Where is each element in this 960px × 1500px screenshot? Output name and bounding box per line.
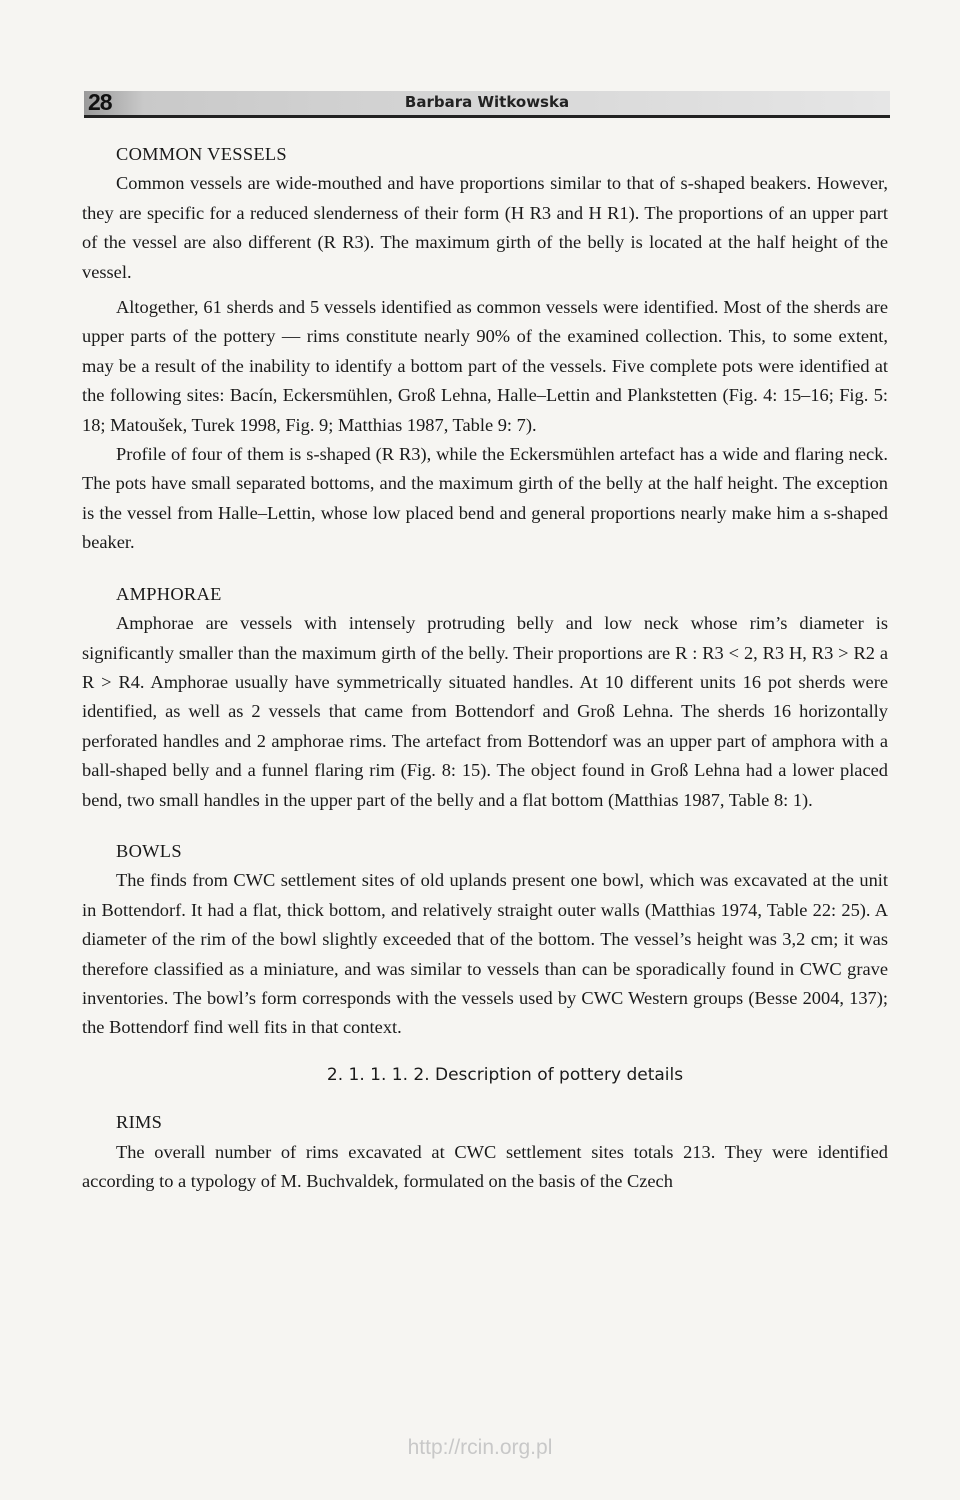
paragraph: The overall number of rims excavated at CWC settlement sites totals 213. They were identified according to a typology of M. Buchvaldek, formulated on the basis of the Czech <box>82 1141 888 1191</box>
running-header <box>84 91 890 118</box>
paragraph: Amphorae are vessels with intensely protruding belly and low neck whose rim’s diameter is significantly smaller than the maximum girth of the belly. Their proportions are R : R3 < 2, R3 H, R3 > R2 a R > R4. Amphorae usually have symmetrically situated handles. At 10 different units 16 pot sherds were identified, as well as 2 vessels that came from Bottendorf and Groß Lehna. The sherds 16 horizontally perforated handles and 2 amphorae rims. The artefact from Bottendorf was an upper part of amphora with a ball-shaped belly and a funnel flaring rim (Fig. 8: 15). The object found in Groß Lehna had a lower placed bend, two small handles in the upper part of the belly and a flat bottom (Matthias 1987, Table 8: 1). <box>82 613 888 810</box>
section-heading: AMPHORAE <box>116 583 222 604</box>
paragraph: Altogether, 61 sherds and 5 vessels identified as common vessels were identified. Most of the sherds are upper parts of the pottery — rims constitute nearly 90% of the examined collection. This, to some extent, may be a result of the inability to identify a bottom part of the vessels. Five complete pots were identified at the following sites: Bacín, Eckersmühlen, Groß Lehna, Halle–Lettin and Plankstetten (Fig. 4: 15–16; Fig. 5: 18; Matoušek, Turek 1998, Fig. 9; Matthias 1987, Table 9: 7). <box>82 297 888 435</box>
section-heading: COMMON VESSELS <box>116 144 287 164</box>
paragraph: The finds from CWC settlement sites of old uplands present one bowl, which was excavated at the unit in Bottendorf. It had a flat, thick bottom, and relatively straight outer walls (Matthias 1974, Table 22: 25). A diameter of the rim of the bowl slightly exceeded that of the bottom. The vessel’s height was 3,2 cm; it was therefore classified as a miniature, and was similar to vessels than can be sporadically found in CWC grave inventories. The bowl’s form corresponds with the vessels used by CWC Western groups (Besse 2004, 137); the Bottendorf find well fits in that context. <box>82 870 888 1038</box>
section-amphorae <box>82 580 888 815</box>
section-common-vessels <box>82 140 888 558</box>
author-running-head: Barbara Witkowska <box>404 93 570 111</box>
section-bowls <box>82 837 888 1043</box>
source-url-watermark: http://rcin.org.pl <box>407 1436 553 1459</box>
section-rims <box>82 1108 888 1196</box>
subsection-title: 2. 1. 1. 1. 2. Description of pottery details <box>326 1064 684 1085</box>
section-heading: BOWLS <box>116 840 182 861</box>
paragraph: Profile of four of them is s-shaped (R R3), while the Eckersmühlen artefact has a wide and flaring neck. The pots have small separated bottoms, and the maximum girth of the belly at the half height. The exception is the vessel from Halle–Lettin, whose low placed bend and general proportions nearly make him a s-shaped beaker. <box>82 444 888 553</box>
page-body <box>82 140 888 1196</box>
section-heading: RIMS <box>116 1112 163 1133</box>
page-number: 28 <box>88 89 112 115</box>
paragraph: Common vessels are wide-mouthed and have proportions similar to that of s-shaped beakers. However, they are specific for a reduced slenderness of their form (H R3 and H R1). The proportions of an upper part of the vessel are also different (R R3). The maximum girth of the belly is located at the half height of the vessel. <box>82 173 888 282</box>
